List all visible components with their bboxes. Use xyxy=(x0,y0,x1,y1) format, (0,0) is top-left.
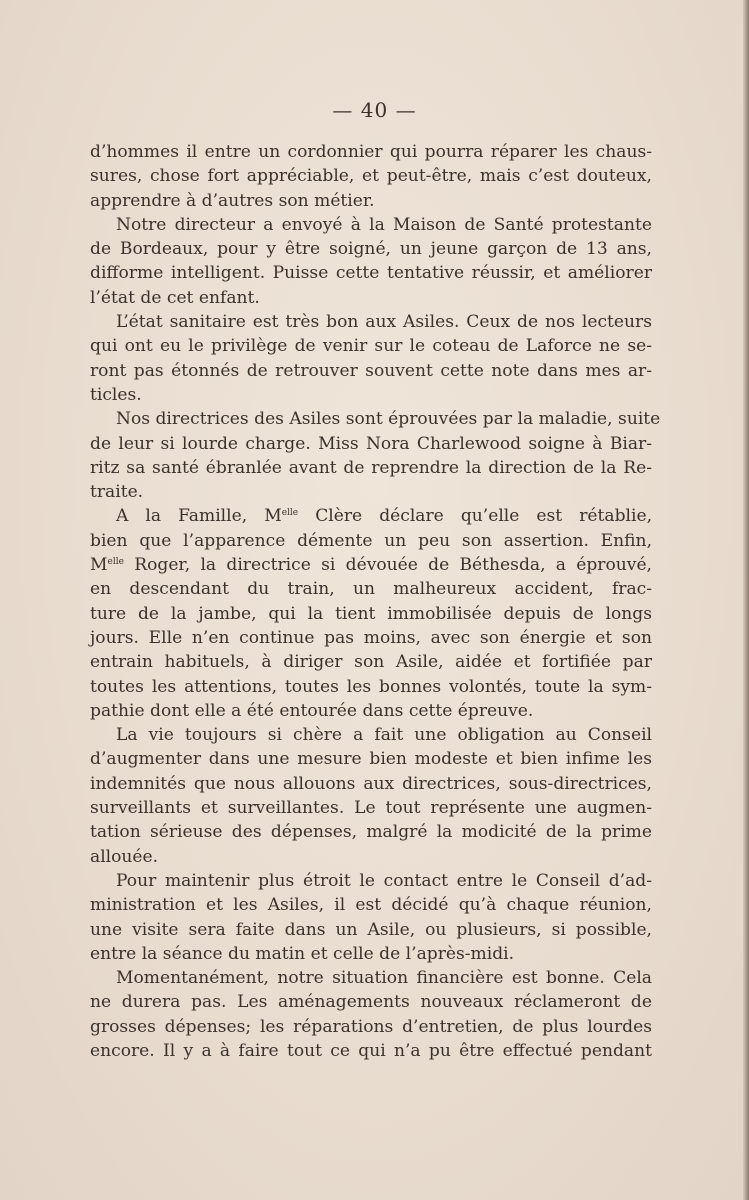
body-text xyxy=(90,140,661,1063)
text-line: tation sérieuse des dépenses, malgré la modicité de la prime xyxy=(90,822,652,843)
text-line: ticles. xyxy=(90,384,142,405)
text-line: traite. xyxy=(90,482,144,503)
text-line: encore. Il y a à faire tout ce qui n’a pu être effectué pendant xyxy=(90,1040,652,1061)
text-line: ront pas étonnés de retrouver souvent cette note dans mes ar- xyxy=(90,360,652,381)
text-line: ritz sa santé ébranlée avant de reprendre la direction de la Re- xyxy=(90,457,652,478)
text-line: bien que l’apparence démente un peu son assertion. Enfin, xyxy=(90,530,652,551)
text-line: Notre directeur a envoyé à la Maison de Santé protestante xyxy=(116,214,652,235)
text-line: ture de la jambe, qui la tient immobilisée depuis de longs xyxy=(90,603,652,624)
text-line: La vie toujours si chère a fait une obligation au Conseil xyxy=(116,725,652,746)
text-line: allouée. xyxy=(90,846,159,867)
text-line: l’état de cet enfant. xyxy=(90,287,260,308)
text-line: L’état sanitaire est très bon aux Asiles. Ceux de nos lecteurs xyxy=(116,312,652,333)
text-line: sures, chose fort appréciable, et peut-être, mais c’est douteux, xyxy=(90,166,652,187)
text-line: Momentanément, notre situation financière est bonne. Cela xyxy=(116,968,652,989)
text-line: toutes les attentions, toutes les bonnes volontés, toute la sym- xyxy=(90,676,652,697)
text-line: ne durera pas. Les aménagements nouveaux réclameront de xyxy=(90,992,652,1013)
text-line: Pour maintenir plus étroit le contact entre le Conseil d’ad- xyxy=(116,870,652,891)
page-edge-shadow xyxy=(743,0,749,1200)
text-line: d’augmenter dans une mesure bien modeste et bien infime les xyxy=(90,749,652,770)
text-line: difforme intelligent. Puisse cette tentative réussir, et améliorer xyxy=(90,263,652,284)
text-line: d’hommes il entre un cordonnier qui pourra réparer les chaus- xyxy=(90,142,652,162)
text-line: surveillants et surveillantes. Le tout représente une augmen- xyxy=(90,798,652,819)
text-line: qui ont eu le privilège de venir sur le coteau de Laforce ne se- xyxy=(90,336,652,357)
text-line: ministration et les Asiles, il est décidé qu’à chaque réunion, xyxy=(90,895,652,916)
text-line: indemnités que nous allouons aux directrices, sous-directrices, xyxy=(90,773,652,794)
text-line: de Bordeaux, pour y être soigné, un jeune garçon de 13 ans, xyxy=(90,239,652,260)
text-line: jours. Elle n’en continue pas moins, avec son énergie et son xyxy=(90,627,652,648)
text-line: Nos directrices des Asiles sont éprouvées par la maladie, suite xyxy=(116,409,661,430)
text-line: en descendant du train, un malheureux accident, frac- xyxy=(90,579,652,600)
text-line: grosses dépenses; les réparations d’entretien, de plus lourdes xyxy=(90,1016,652,1037)
text-line: entrain habituels, à diriger son Asile, aidée et fortifiée par xyxy=(90,652,652,673)
text-line: une visite sera faite dans un Asile, ou plusieurs, si possible, xyxy=(90,919,652,940)
text-line: apprendre à d’autres son métier. xyxy=(90,190,375,211)
text-line: de leur si lourde charge. Miss Nora Charlewood soigne à Biar- xyxy=(90,433,652,454)
text-line: $M^{elle}$ Roger, la directrice si dévouée de Béthesda, a éprouvé, xyxy=(90,555,652,576)
text-line: pathie dont elle a été entourée dans cette épreuve. xyxy=(90,700,534,721)
text-line: A la Famille, $M^{elle}$ Clère déclare qu’elle est rétablie, xyxy=(116,506,653,527)
text-line: entre la séance du matin et celle de l’après-midi. xyxy=(90,943,515,964)
page-number: — 40 — xyxy=(332,98,417,122)
